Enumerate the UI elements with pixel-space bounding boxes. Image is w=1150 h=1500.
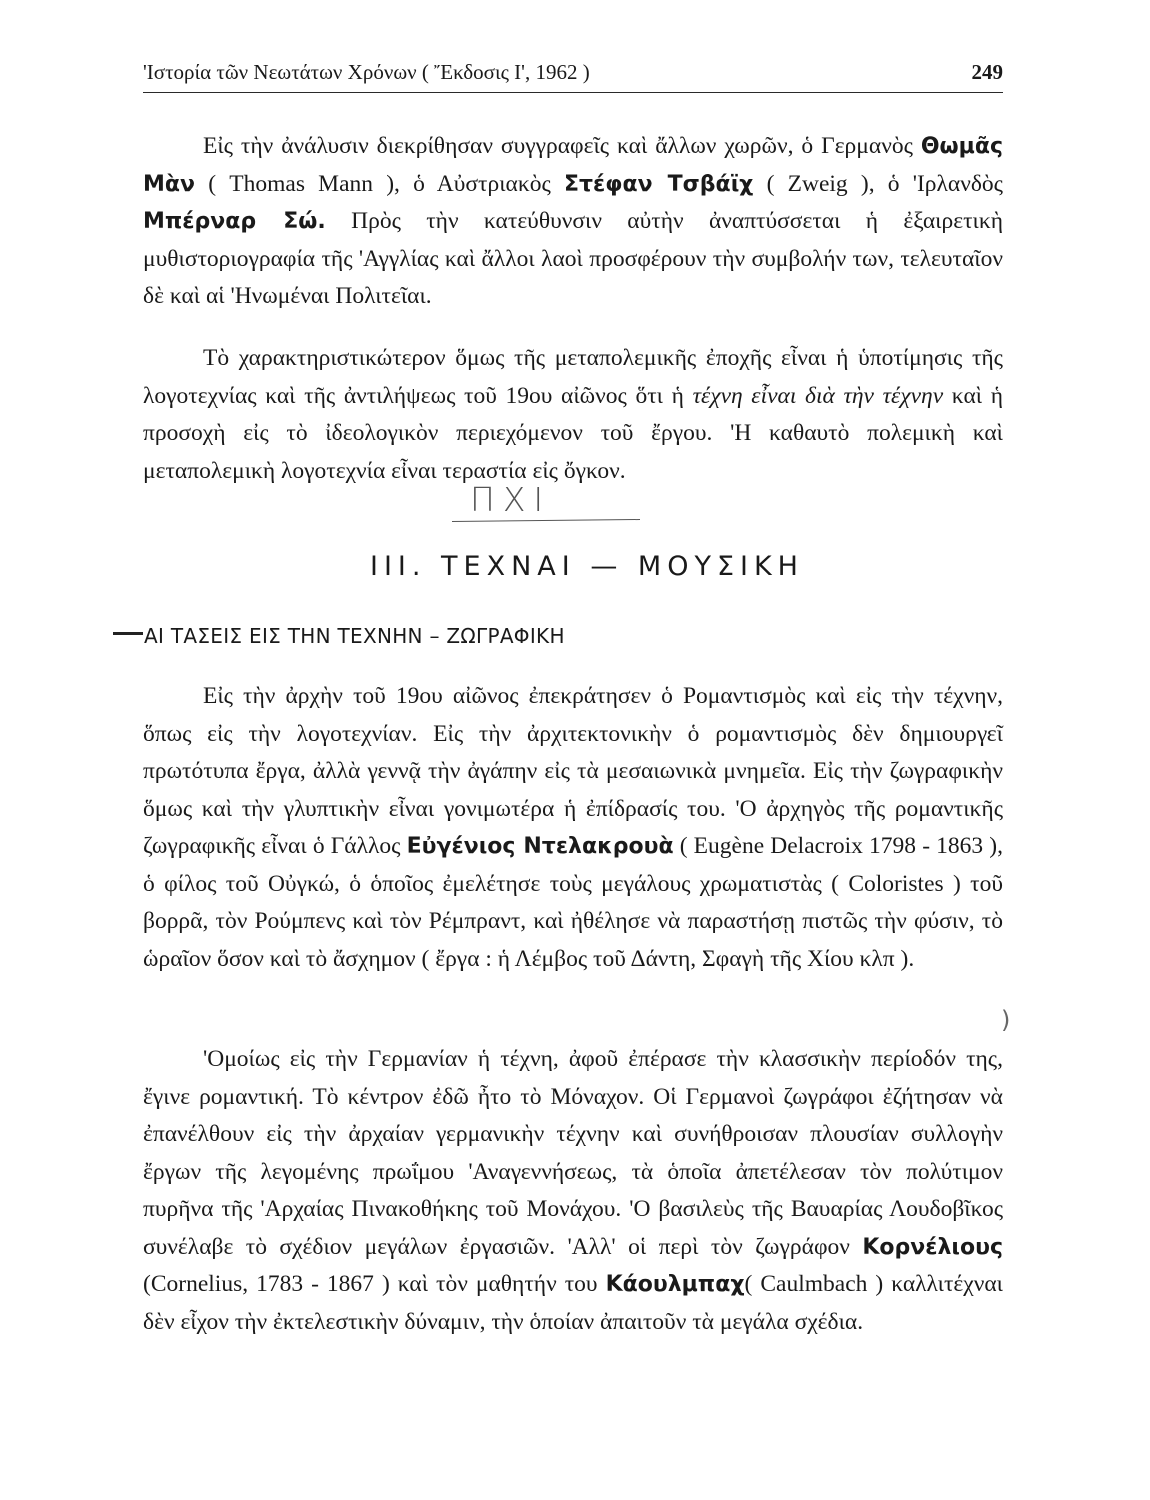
text-run: 'Ομοίως εἰς τὴν Γερμανίαν ἡ τέχνη, ἀφοῦ ἐπέρασε τὴν κλασσικὴν περίοδόν της, ἔγινε ρομαντική. Τὸ κέντρον ἐδῶ ἦτο τὸ Μόναχον. Οἱ Γερμανοὶ ζωγράφοι ἐζήτησαν νὰ ἐπανέλθουν εἰς τὴν ἀρχαίαν γερμανικὴν τέχνην καὶ συνήθροισαν πλουσίαν συλλογὴν ἔργων τῆς λεγομένης πρωΐμου 'Αναγεννήσεως, τὰ ὁποῖα ἀπετέλεσαν τὸν πολύτιμον πυρῆνα τῆς 'Αρχαίας Πινακοθήκης τοῦ Μονάχου. 'Ο βασιλεὺς τῆς Βαυαρίας Λουδοβῖκος συνέλαβε τὸ σχέδιον μεγάλων ἐργασιῶν. 'Αλλ' οἱ περὶ τὸν ζωγράφον [143, 1046, 1003, 1260]
text-run: Πρὸς τὴν κατεύθυνσιν αὐτὴν ἀναπτύσσεται ἡ ἐξαιρετικὴ μυθιστοριογραφία τῆς 'Αγγλίας καὶ ἄλλοι λαοὶ προσφέρουν τὴν συμβολήν των, τελευταῖον δὲ καὶ αἱ 'Ηνωμέναι Πολιτεῖαι. [143, 208, 1003, 309]
text-run: (Cornelius, 1783 - 1867 ) καὶ τὸν μαθητήν του [143, 1271, 606, 1297]
handwritten-note: ΠΧΙ [470, 480, 552, 519]
running-header [143, 58, 1003, 93]
book-title: 'Ιστορία τῶν Νεωτάτων Χρόνων ( Ἔκδοσις Ι', 1962 ) [143, 60, 590, 84]
paragraph-postwar [143, 340, 1003, 490]
text-run: ( Thomas Mann ), ὁ Αὐστριακὸς [195, 170, 564, 197]
handwritten-underline [452, 519, 640, 522]
name-delacroix: Εὐγένιος Ντελακρουὰ [406, 834, 674, 859]
paragraph-authors [143, 128, 1003, 316]
margin-paren-mark: ) [1001, 1006, 1011, 1034]
name-kaulbach: Κάουλμπαχ [605, 1272, 745, 1297]
paragraph-romanticism [143, 678, 1003, 978]
page-number: 249 [971, 60, 1003, 84]
name-zweig: Στέφαν Τσβάϊχ [563, 171, 754, 197]
paragraph-germany [143, 1041, 1003, 1341]
section-title: ΙΙΙ. ΤΕΧΝΑΙ — ΜΟΥΣΙΚΗ [370, 551, 804, 582]
margin-dash-mark [113, 632, 143, 635]
text-run: Εἰς τὴν ἀρχὴν τοῦ 19ου αἰῶνος ἐπεκράτησεν ὁ Ρομαντισμὸς καὶ εἰς τὴν τέχνην, ὅπως εἰς τὴν λογοτεχνίαν. Εἰς τὴν ἀρχιτεκτονικὴν ὁ ρομαντισμὸς δὲν δημιουργεῖ πρωτότυπα ἔργα, ἀλλὰ γεννᾷ τὴν ἀγάπην εἰς τὰ μεσαιωνικὰ μνημεῖα. Εἰς τὴν ζωγραφικὴν ὅμως καὶ τὴν γλυπτικὴν εἶναι γονιμωτέρα ἡ ἐπίδρασίς του. 'Ο ἀρχηγὸς τῆς ρομαντικῆς ζωγραφικῆς εἶναι ὁ Γάλλος [143, 683, 1003, 859]
name-shaw: Μπέρναρ Σώ. [143, 209, 326, 234]
subsection-title: ΑΙ ΤΑΣΕΙΣ ΕΙΣ ΤΗΝ ΤΕΧΝΗΝ – ΖΩΓΡΑΦΙΚΗ [144, 624, 565, 648]
name-mann: Θωμᾶς Μὰν [143, 134, 1003, 197]
italic-phrase: τέχνη εἶναι διὰ τὴν τέχνην [692, 382, 944, 409]
text-run: ( Eugène Delacroix 1798 - 1863 ), ὁ φίλος τοῦ Οὐγκώ, ὁ ὁποῖος ἐμελέτησε τοὺς μεγάλους χρωματιστὰς ( Coloristes ) τοῦ βορρᾶ, τὸν Ρούμπενς καὶ τὸν Ρέμπραντ, καὶ ἠθέλησε νὰ παραστήσῃ πιστῶς τὴν φύσιν, τὸ ὡραῖον ὅσον καὶ τὸ ἄσχημον ( ἔργα : ἡ Λέμβος τοῦ Δάντη, Σφαγὴ τῆς Χίου κλπ ). [143, 833, 1004, 972]
text-run: ( Zweig ), ὁ 'Ιρλανδὸς [753, 170, 1003, 197]
name-cornelius: Κορνέλιους [862, 1234, 1003, 1260]
text-run: καὶ ἡ προσοχὴ εἰς τὸ ἰδεολογικὸν περιεχόμενον τοῦ ἔργου. 'Η καθαυτὸ πολεμικὴ καὶ μεταπολεμικὴ λογοτεχνία εἶναι τεραστία εἰς ὄγκον. [143, 382, 1004, 484]
text-run: Εἰς τὴν ἀνάλυσιν διεκρίθησαν συγγραφεῖς καὶ ἄλλων χωρῶν, ὁ Γερμανὸς [203, 133, 921, 159]
text-run: Τὸ χαρακτηριστικώτερον ὅμως τῆς μεταπολεμικῆς ἐποχῆς εἶναι ἡ ὑποτίμησις τῆς λογοτεχνίας καὶ τῆς ἀντιλήψεως τοῦ 19ου αἰῶνος ὅτι ἡ [143, 345, 1003, 409]
text-run: ( Caulmbach ) καλλιτέχναι δὲν εἶχον τὴν ἐκτελεστικὴν δύναμιν, τὴν ὁποίαν ἀπαιτοῦν τὰ μεγάλα σχέδια. [143, 1271, 1003, 1335]
